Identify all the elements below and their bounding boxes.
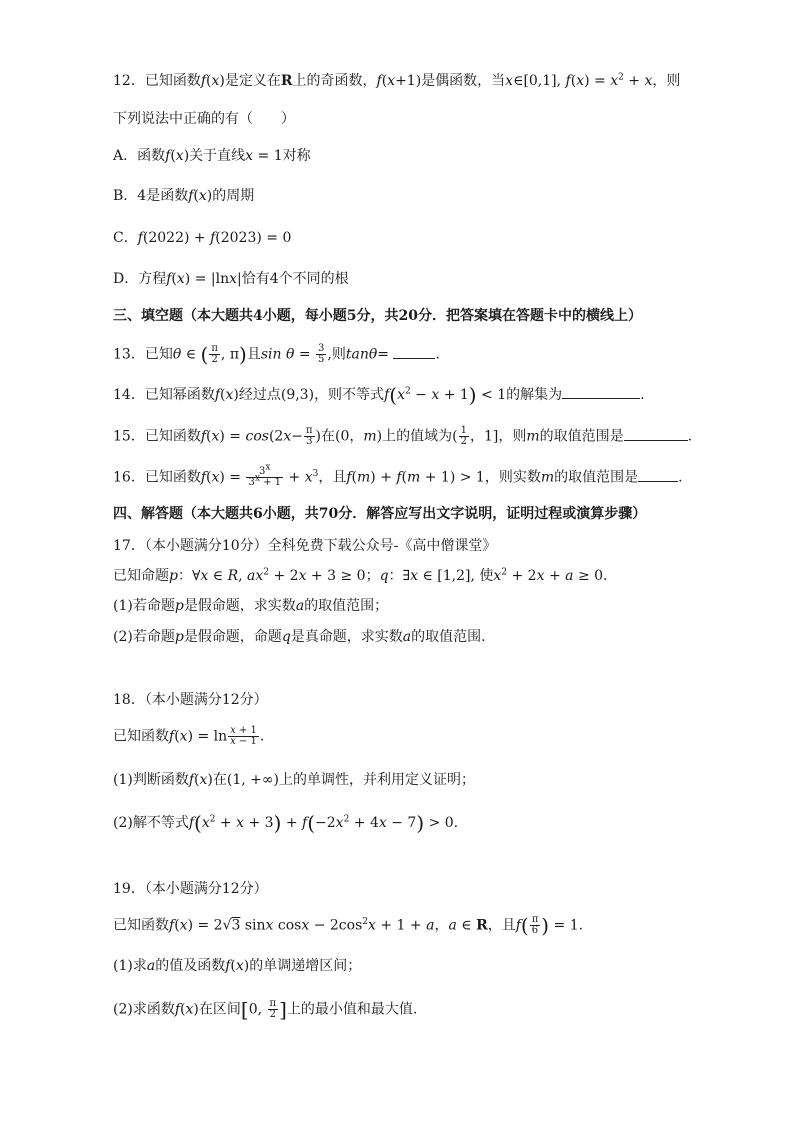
- q15-text: ，则: [498, 428, 527, 445]
- q15-text: 上的值域为: [382, 428, 453, 445]
- q13: 13．已知θ ∈ ( $\frac{\pi}{2}$ , π)且sin θ = $\frac{3}{5}$ ,则tanθ= .: [113, 342, 440, 367]
- q19-statement: 已知函数f(x) = 2√3 sinx $\cos x - 2\cos^2x + 1 + a$，a ∈ R，且f( $\frac{\pi}{6}$ ) = 1.: [113, 913, 584, 938]
- q17-statement: 已知命题p：∀x ∈ R, $ax^2 + 2x + 3 \ge 0$；q：∃x ∈ [1,2], 使$x^2 + 2x + a \ge 0$.: [113, 567, 608, 584]
- q13-text: 则: [331, 346, 346, 363]
- q12-text: 是定义在: [224, 73, 281, 89]
- q19-text: 已知函数: [113, 917, 169, 934]
- q12-text: 则: [666, 73, 681, 89]
- q15-text: .: [687, 428, 693, 445]
- q12-text: 12．已知函数: [113, 73, 201, 89]
- q12-opt-b-text: B．4是函数: [113, 188, 189, 204]
- q17-text: 是真命题，求实数: [290, 629, 403, 645]
- q12-line2: 下列说法中正确的有（ ）: [113, 111, 295, 127]
- q15: 15．已知函数f(x) = cos(2x− $\frac{\pi}{3}$ )在(0，m)上的值域为( $\frac{1}{2}$ ，1]，则m的取值范围是 .: [113, 425, 693, 447]
- section3-heading: 三、填空题（本大题共4小题，每小题5分，共20分．把答案填在答题卡中的横线上）: [113, 308, 642, 324]
- q19-text: ，且: [487, 917, 516, 934]
- q12-option-c: C．f(2022) + f(2023) = 0: [113, 230, 292, 246]
- q12-text: 上的奇函数，: [292, 73, 377, 89]
- q17-text: (1)若命题: [113, 598, 175, 614]
- q18-sub1: (1)判断函数f(x)在(1, +∞)上的单调性，并利用定义证明；: [113, 772, 475, 788]
- q17-text: ；: [365, 568, 380, 584]
- q12-opt-c-text: C．: [113, 230, 138, 246]
- q18-text: (2)解不等式: [113, 815, 189, 831]
- q18-heading: 18．（本小题满分12分）: [113, 692, 268, 708]
- q12-option-b: B．4是函数f(x)的周期: [113, 188, 255, 204]
- q12-opt-d-text: D．方程: [113, 271, 167, 287]
- q17-text: 是假命题，命题: [183, 629, 282, 645]
- q19-text: 的单调递增区间；: [249, 958, 362, 974]
- q19-heading: 19．（本小题满分12分）: [113, 881, 268, 897]
- q14-text: 经过点: [238, 387, 281, 403]
- q17-sub1: (1)若命题p是假命题，求实数a的取值范围；: [113, 598, 389, 614]
- q17-text: 已知命题: [113, 568, 169, 584]
- q19-text: (2)求函数: [113, 1001, 175, 1018]
- q17-text: 是假命题，求实数: [183, 598, 296, 614]
- q17-heading: 17．（本小题满分10分）全科免费下载公众号-《高中僧课堂》: [113, 538, 497, 554]
- section4-heading: 四、解答题（本大题共6小题，共70分．解答应写出文字说明，证明过程或演算步骤）: [113, 506, 647, 522]
- q12-opt-d-text: 恰有4个不同的根: [241, 271, 349, 287]
- q19-text: 在区间: [198, 1001, 241, 1018]
- q16-text: .: [678, 469, 683, 486]
- q16-text: ，且: [318, 469, 347, 486]
- q19-text: (1)求: [113, 958, 147, 974]
- q16-text: 的取值范围是: [554, 469, 639, 486]
- q12-opt-a-text: 关于直线: [189, 148, 246, 164]
- q18-text: (1)判断函数: [113, 772, 189, 788]
- q14-text: 14．已知幂函数: [113, 387, 215, 403]
- q12-option-d: D．方程f(x) = |lnx|恰有4个不同的根: [113, 271, 349, 287]
- q12-R: R: [280, 73, 293, 89]
- q18-text: 上的单调性，并利用定义证明；: [279, 772, 475, 788]
- q16-text: 16．已知函数: [113, 469, 201, 486]
- q19-text: 的值及函数: [155, 958, 226, 974]
- q19-sub1: (1)求a的值及函数f(x)的单调递增区间；: [113, 958, 362, 974]
- q15-text: 在: [321, 428, 336, 445]
- q14-text: ，则不等式: [314, 387, 385, 403]
- q14-text: 的解集为: [506, 387, 563, 403]
- q18-sub2: (2)解不等式$f(x^2 + x + 3) + f(-2x^2 + 4x - 7) > 0$.: [113, 811, 459, 835]
- q13-text: 13．已知: [113, 346, 173, 363]
- q17-text: 的取值范围；: [304, 598, 389, 614]
- q17-text: 的取值范围.: [411, 629, 486, 645]
- q14-text: .: [640, 387, 645, 403]
- q15-text: 15．已知函数: [113, 428, 201, 445]
- q13-text: =: [377, 346, 390, 363]
- q18-text: 在: [212, 772, 227, 788]
- q15-text: 的取值范围是: [539, 428, 624, 445]
- q12-text: 是偶函数，当: [421, 73, 506, 89]
- q12-opt-a-text: 对称: [282, 148, 311, 164]
- q17-sub2: (2)若命题p是假命题，命题q是真命题，求实数a的取值范围.: [113, 629, 486, 645]
- q16: 16．已知函数f(x) = $\frac{3^x}{3^x + 1}$ + $x^3$，且f(m) + f(m + 1) > 1，则实数m的取值范围是 .: [113, 462, 683, 488]
- q17-text: (2)若命题: [113, 629, 175, 645]
- q18-statement: 已知函数f(x) = ln $\frac{x + 1}{x - 1}$ .: [113, 725, 265, 747]
- q12-option-a: A．函数f(x)关于直线x = 1对称: [113, 148, 311, 164]
- q18-text: 已知函数: [113, 728, 169, 745]
- q16-text: ，则实数: [484, 469, 541, 486]
- q12-line1: 12．已知函数f(x)是定义在R上的奇函数，f(x+1)是偶函数，当x∈[0,1], $f(x) = x^2 + x$，则: [113, 72, 681, 89]
- q14: 14．已知幂函数f(x)经过点(9,3)，则不等式$f(x^2 - x + 1) < 1$的解集为 .: [113, 383, 645, 407]
- q19-sub2: (2)求函数f(x)在区间[0, $\frac{\pi}{2}$ ]上的最小值和最大值.: [113, 997, 418, 1022]
- q19-text: 上的最小值和最大值.: [286, 1001, 418, 1018]
- q12-opt-b-text: 的周期: [212, 188, 255, 204]
- q13-text: 且: [246, 346, 261, 363]
- q12-opt-a-text: A．函数: [113, 148, 166, 164]
